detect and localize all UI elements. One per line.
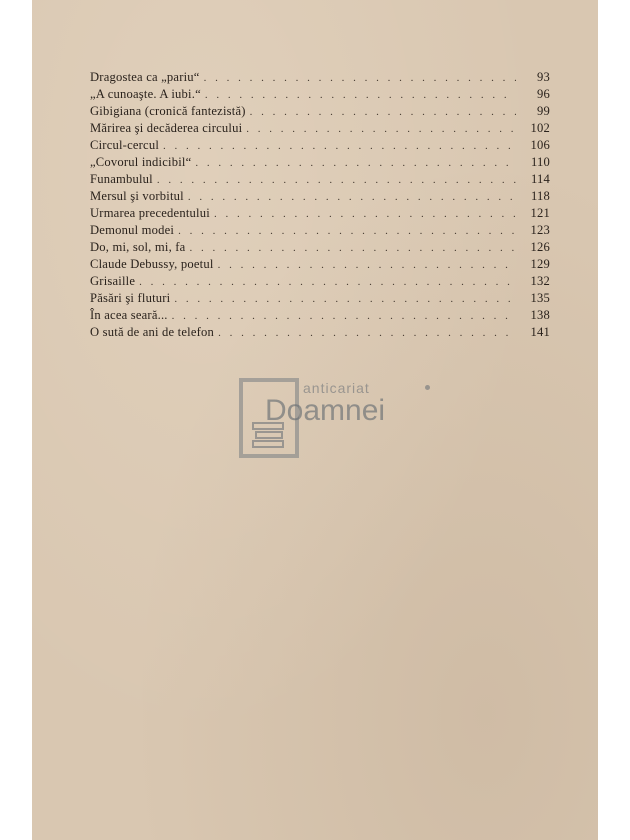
toc-entry-title: Păsări şi fluturi <box>90 291 171 305</box>
book-page <box>32 0 598 840</box>
books-icon <box>251 420 285 450</box>
toc-leader-dots <box>214 208 516 220</box>
toc-entry <box>90 206 550 223</box>
toc-entry <box>90 274 550 291</box>
toc-entry-page-number: 106 <box>530 138 550 152</box>
toc-entry <box>90 172 550 189</box>
toc-entry-page-number: 121 <box>530 206 550 220</box>
watermark-logo <box>239 376 439 462</box>
toc-entry-page-number: 132 <box>530 274 550 288</box>
toc-leader-dots <box>189 242 516 254</box>
watermark-dot <box>425 385 430 390</box>
toc-entry-title: Demonul modei <box>90 223 175 237</box>
toc-entry <box>90 291 550 308</box>
table-of-contents <box>90 70 550 342</box>
toc-entry <box>90 308 550 325</box>
toc-entry-page-number: 93 <box>537 70 550 84</box>
toc-entry <box>90 240 550 257</box>
toc-leader-dots <box>195 157 516 169</box>
toc-entry-title: „A cunoaşte. A iubi.“ <box>90 87 201 101</box>
toc-entry-title: Do, mi, sol, mi, fa <box>90 240 186 254</box>
toc-entry-page-number: 123 <box>530 223 550 237</box>
toc-entry-page-number: 138 <box>530 308 550 322</box>
toc-entry-page-number: 118 <box>530 189 550 203</box>
toc-entry-title: În acea seară... <box>90 308 168 322</box>
toc-leader-dots <box>157 174 516 186</box>
toc-leader-dots <box>174 293 516 305</box>
toc-entry-title: Dragostea ca „pariu“ <box>90 70 200 84</box>
toc-entry-title: „Covorul indicibil“ <box>90 155 192 169</box>
toc-entry-page-number: 99 <box>537 104 550 118</box>
toc-leader-dots <box>205 89 516 101</box>
toc-entry-page-number: 96 <box>537 87 550 101</box>
toc-entry <box>90 325 550 342</box>
toc-entry-title: Urmarea precedentului <box>90 206 210 220</box>
toc-entry <box>90 70 550 87</box>
toc-entry <box>90 87 550 104</box>
toc-leader-dots <box>250 106 516 118</box>
watermark-top-text: anticariat <box>303 380 370 396</box>
toc-entry <box>90 121 550 138</box>
toc-entry <box>90 155 550 172</box>
toc-entry <box>90 138 550 155</box>
watermark-main-text: Doamnei <box>265 394 386 427</box>
toc-entry-page-number: 129 <box>530 257 550 271</box>
toc-leader-dots <box>163 140 516 152</box>
toc-entry-page-number: 114 <box>530 172 550 186</box>
toc-entry <box>90 257 550 274</box>
toc-entry-title: O sută de ani de telefon <box>90 325 215 339</box>
toc-entry-page-number: 141 <box>530 325 550 339</box>
toc-entry <box>90 223 550 240</box>
toc-entry-page-number: 126 <box>530 240 550 254</box>
toc-entry-page-number: 102 <box>530 121 550 135</box>
toc-entry-title: Mărirea şi decăderea circului <box>90 121 243 135</box>
toc-leader-dots <box>178 225 516 237</box>
toc-entry-page-number: 110 <box>530 155 550 169</box>
toc-entry-title: Mersul şi vorbitul <box>90 189 184 203</box>
toc-entry <box>90 189 550 206</box>
toc-leader-dots <box>246 123 516 135</box>
toc-leader-dots <box>172 310 516 322</box>
toc-leader-dots <box>204 72 516 84</box>
toc-entry-title: Gibigiana (cronică fantezistă) <box>90 104 246 118</box>
toc-entry-title: Grisaille <box>90 274 136 288</box>
toc-entry-title: Claude Debussy, poetul <box>90 257 214 271</box>
toc-leader-dots <box>218 327 516 339</box>
toc-entry <box>90 104 550 121</box>
toc-entry-title: Circul-cercul <box>90 138 160 152</box>
toc-leader-dots <box>139 276 516 288</box>
toc-leader-dots <box>218 259 516 271</box>
toc-entry-page-number: 135 <box>530 291 550 305</box>
toc-leader-dots <box>188 191 516 203</box>
toc-entry-title: Funambulul <box>90 172 153 186</box>
